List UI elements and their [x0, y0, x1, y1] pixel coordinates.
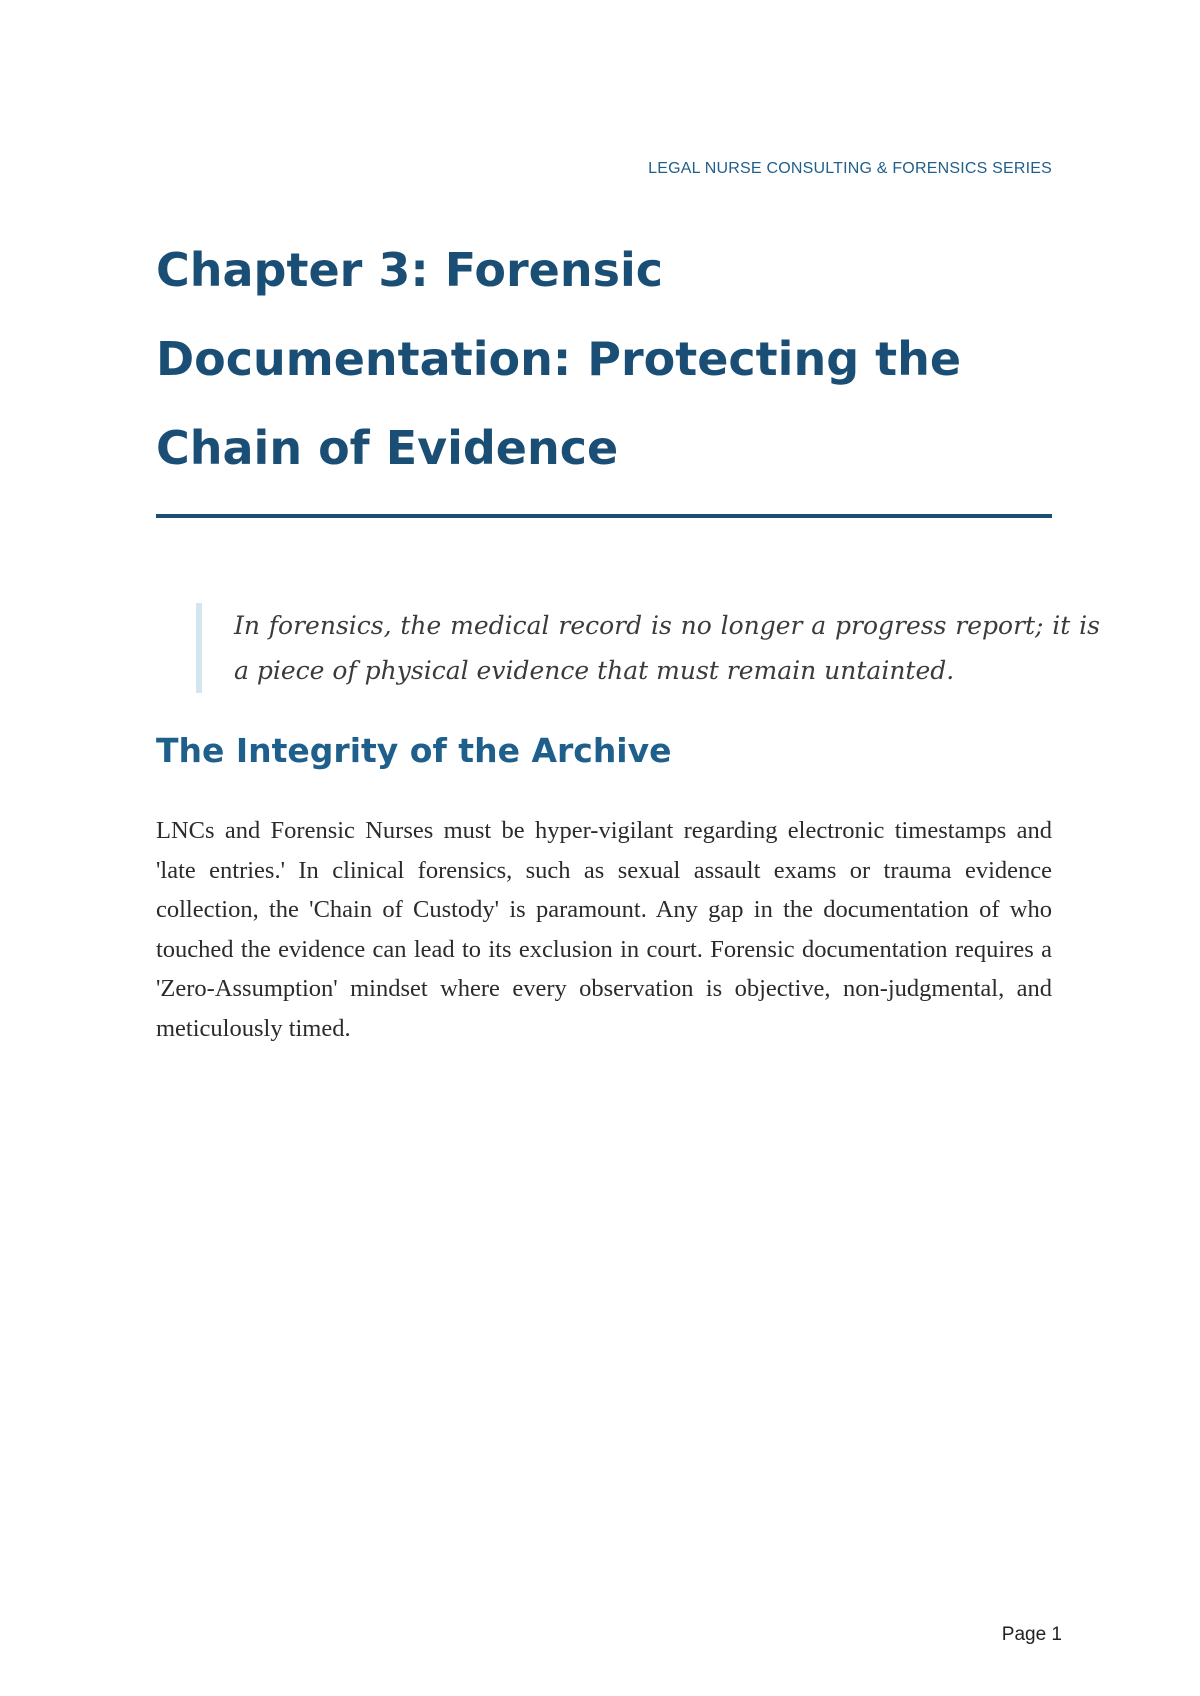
running-header: LEGAL NURSE CONSULTING & FORENSICS SERIES	[648, 160, 1052, 177]
title-divider	[156, 514, 1052, 518]
section-body-paragraph: LNCs and Forensic Nurses must be hyper-vigilant regarding electronic timestamps and 'late entries.' In clinical forensics, such as sexual assault exams or trauma evidence collection, the 'Chain of Custody' is paramount. Any gap in the documentation of who touched the evidence can lead to its exclusion in court. Forensic documentation requires a 'Zero-Assumption' mindset where every observation is objective, non-judgmental, and meticulously timed.	[156, 817, 1052, 1042]
page-number: Page 1	[1001, 1624, 1062, 1645]
pull-quote: In forensics, the medical record is no longer a progress report; it is a piece of physical evidence that must remain untainted.	[196, 603, 1100, 693]
chapter-title: Chapter 3: Forensic Documentation: Protecting the Chain of Evidence	[156, 243, 962, 475]
section-heading: The Integrity of the Archive	[156, 731, 672, 770]
